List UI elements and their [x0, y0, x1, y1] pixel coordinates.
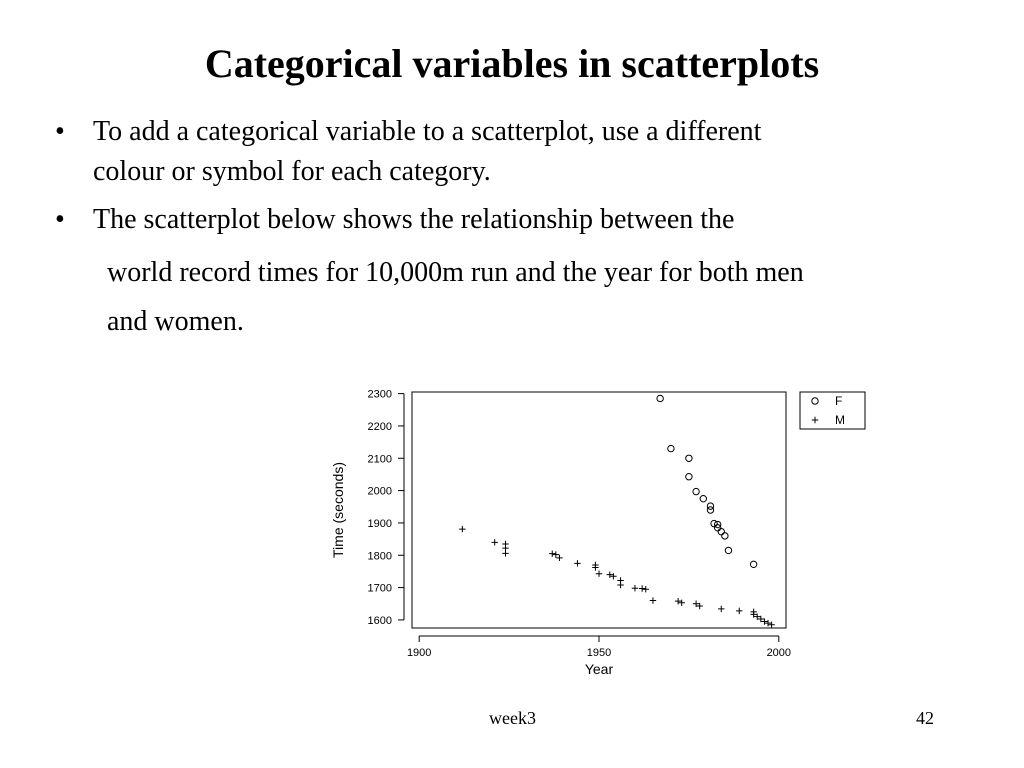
- data-point-f: [657, 395, 663, 401]
- data-point-f: [707, 507, 713, 513]
- y-tick-label: 1600: [367, 614, 392, 627]
- data-point-m: [675, 598, 681, 604]
- data-point-m: [639, 585, 645, 591]
- y-tick-label: 2100: [367, 453, 392, 466]
- data-point-m: [718, 606, 724, 612]
- slide-number: 42: [916, 708, 934, 728]
- data-point-m: [549, 550, 555, 556]
- y-axis-label: Time (seconds): [330, 462, 346, 558]
- data-point-m: [459, 526, 465, 532]
- x-tick-label: 2000: [766, 647, 792, 659]
- slide-title: Categorical variables in scatterplots: [204, 41, 820, 86]
- data-point-m: [632, 585, 638, 591]
- y-tick-label: 1700: [367, 582, 392, 595]
- legend-label-f: F: [835, 394, 843, 408]
- bullet-2-line-2: world record times for 10,000m run and the year for both men: [107, 257, 804, 288]
- data-point-f: [722, 533, 728, 539]
- data-point-m: [650, 597, 656, 603]
- data-point-m: [610, 573, 616, 579]
- y-tick-label: 1800: [367, 550, 392, 563]
- data-point-m: [617, 582, 623, 588]
- x-axis-label: Year: [584, 661, 614, 677]
- data-point-m: [596, 570, 602, 576]
- x-tick-label: 1900: [406, 647, 432, 659]
- bullet-item-2: [55, 200, 975, 240]
- data-point-f: [700, 495, 706, 501]
- y-tick-label: 2300: [367, 388, 392, 401]
- legend-box: [800, 392, 865, 429]
- data-point-m: [736, 608, 742, 614]
- footer-label: week3: [489, 708, 536, 728]
- bullet-item-1: [55, 112, 975, 192]
- data-point-f: [668, 445, 674, 451]
- data-point-f: [686, 455, 692, 461]
- legend-label-m: M: [835, 413, 845, 427]
- data-point-f: [718, 528, 724, 534]
- bullet-2-line-3: and women.: [107, 306, 244, 337]
- data-point-f: [693, 488, 699, 494]
- plot-frame: [412, 392, 786, 628]
- bullet-1-line-2: colour or symbol for each category.: [93, 156, 491, 187]
- data-point-m: [768, 622, 774, 628]
- data-point-f: [725, 547, 731, 553]
- data-point-m: [643, 586, 649, 592]
- data-point-m: [553, 551, 559, 557]
- y-tick-label: 2000: [367, 485, 392, 498]
- data-point-f: [750, 561, 756, 567]
- data-point-m: [607, 571, 613, 577]
- data-point-m: [679, 600, 685, 606]
- y-tick-label: 2200: [367, 420, 392, 433]
- data-point-m: [556, 555, 562, 561]
- data-point-m: [502, 550, 508, 556]
- data-point-m: [574, 560, 580, 566]
- data-point-m: [492, 539, 498, 545]
- data-point-m: [765, 620, 771, 626]
- scatter-chart: [320, 380, 880, 680]
- bullet-1-line-1: To add a categorical variable to a scatterplot, use a different: [93, 116, 762, 147]
- data-point-f: [686, 474, 692, 480]
- bullet-2-line-1: The scatterplot below shows the relationship between the: [93, 204, 735, 235]
- y-tick-label: 1900: [367, 517, 392, 530]
- bullet-list: [55, 112, 975, 346]
- x-tick-label: 1950: [586, 647, 612, 659]
- bullet-marker: •: [55, 204, 65, 235]
- bullet-marker: •: [55, 116, 65, 147]
